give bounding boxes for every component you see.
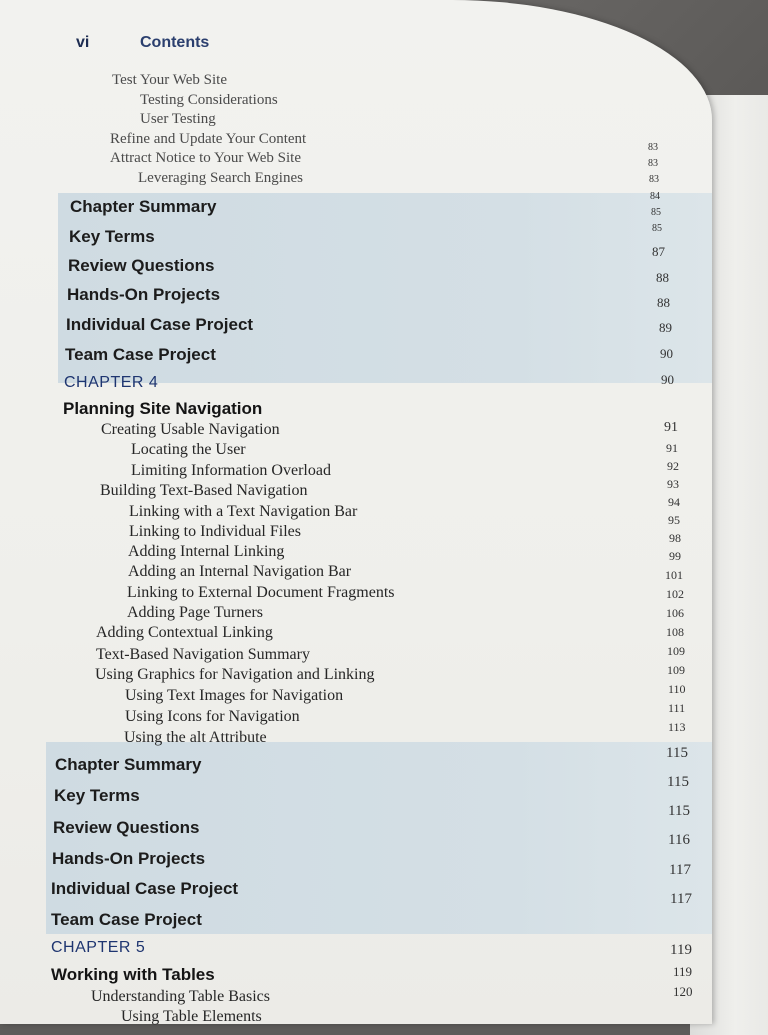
toc-subentry: Building Text-Based Navigation <box>100 482 308 499</box>
toc-section-entry: Hands-On Projects <box>67 285 221 304</box>
page-number-roman: vi <box>76 34 90 51</box>
toc-page-number: 83 <box>648 142 658 153</box>
toc-page-number: 94 <box>668 495 680 509</box>
toc-page-number: 115 <box>667 774 689 790</box>
chapter-heading: CHAPTER 4 <box>64 374 159 391</box>
toc-subentry: Understanding Table Basics <box>91 988 270 1005</box>
toc-page-number: 116 <box>668 832 690 848</box>
toc-subentry: Leveraging Search Engines <box>138 170 303 186</box>
toc-subentry: Using Icons for Navigation <box>125 708 300 725</box>
toc-subentry: Locating the User <box>131 441 246 458</box>
toc-subentry: Adding an Internal Navigation Bar <box>128 563 352 580</box>
toc-page-number: 115 <box>668 803 690 819</box>
toc-page-number: 98 <box>669 531 681 545</box>
toc-subentry: Using the alt Attribute <box>124 729 267 746</box>
toc-page-number: 92 <box>667 459 679 473</box>
chapter-title: Planning Site Navigation <box>63 399 263 418</box>
toc-page-number: 102 <box>666 587 684 601</box>
toc-page-number: 93 <box>667 477 679 491</box>
toc-subentry: Test Your Web Site <box>112 72 227 88</box>
toc-page-number: 115 <box>666 745 688 761</box>
toc-page-number: 87 <box>652 244 665 259</box>
toc-subentry: Adding Internal Linking <box>128 543 285 560</box>
toc-section-entry: Team Case Project <box>51 910 202 929</box>
toc-subentry: Linking to Individual Files <box>129 523 301 540</box>
toc-page-number: 108 <box>666 625 684 639</box>
toc-page-number: 84 <box>650 191 660 202</box>
toc-subentry: Attract Notice to Your Web Site <box>110 150 301 166</box>
toc-section-entry: Chapter Summary <box>55 755 202 774</box>
toc-subentry: Adding Contextual Linking <box>96 624 273 641</box>
toc-page-number: 91 <box>664 420 678 435</box>
toc-section-entry: Review Questions <box>53 818 200 837</box>
toc-section-entry: Hands-On Projects <box>52 849 206 868</box>
toc-subentry: Testing Considerations <box>140 92 278 108</box>
toc-page-number: 90 <box>660 346 673 361</box>
toc-subentry: Using Graphics for Navigation and Linking <box>95 666 375 683</box>
chapter-heading: CHAPTER 5 <box>51 939 146 956</box>
toc-page-number: 119 <box>670 942 692 958</box>
toc-section-entry: Team Case Project <box>65 345 216 364</box>
toc-page-number: 101 <box>665 568 683 582</box>
toc-subentry: Using Table Elements <box>121 1008 262 1025</box>
toc-page-number: 111 <box>668 701 686 715</box>
toc-section-entry: Key Terms <box>69 227 155 246</box>
toc-section-entry: Review Questions <box>68 256 215 275</box>
page-title: Contents <box>140 34 210 51</box>
toc-section-entry: Individual Case Project <box>51 879 239 898</box>
toc-page-number: 99 <box>669 549 681 563</box>
toc-page-number: 85 <box>651 207 661 218</box>
toc-page-number: 88 <box>656 270 669 285</box>
toc-page-number: 120 <box>673 984 693 999</box>
toc-section-entry: Individual Case Project <box>66 315 254 334</box>
toc-page-number: 91 <box>666 441 678 455</box>
toc-page-number: 89 <box>659 320 672 335</box>
toc-page-number: 113 <box>668 720 686 734</box>
toc-page-number: 119 <box>673 964 693 979</box>
toc-page-number: 83 <box>648 158 658 169</box>
toc-subentry: Limiting Information Overload <box>131 462 331 479</box>
chapter-title: Working with Tables <box>51 965 215 984</box>
toc-subentry: Linking to External Document Fragments <box>127 584 395 601</box>
toc-subentry: Creating Usable Navigation <box>101 421 280 438</box>
toc-page-number: 88 <box>657 295 670 310</box>
toc-subentry: Refine and Update Your Content <box>110 131 307 147</box>
toc-page-number: 83 <box>649 174 659 185</box>
toc-page-number: 106 <box>666 606 684 620</box>
toc-subentry: Text-Based Navigation Summary <box>96 646 310 663</box>
toc-page-number: 110 <box>668 682 686 696</box>
toc-subentry: Using Text Images for Navigation <box>125 687 344 704</box>
toc-page-number: 117 <box>670 891 692 907</box>
toc-section-entry: Key Terms <box>54 786 140 805</box>
toc-page-number: 117 <box>669 862 691 878</box>
toc-page-number: 85 <box>652 223 662 234</box>
toc-page-number: 90 <box>661 372 674 387</box>
toc-subentry: Linking with a Text Navigation Bar <box>129 503 358 520</box>
toc-page-number: 95 <box>668 513 680 527</box>
toc-page-number: 109 <box>667 644 685 658</box>
toc-subentry: Adding Page Turners <box>127 604 264 621</box>
toc-section-entry: Chapter Summary <box>70 197 217 216</box>
toc-subentry: User Testing <box>140 111 216 127</box>
toc-page-number: 109 <box>667 663 685 677</box>
